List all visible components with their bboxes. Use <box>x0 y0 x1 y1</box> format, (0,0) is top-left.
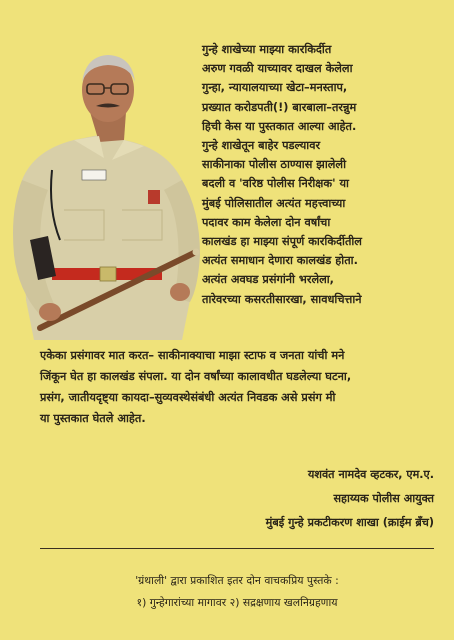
text-line: अत्यंत समाधान देणारा कालखंड होता. <box>202 254 358 268</box>
text-line: जिंकून घेत हा कालखंड संपला. या दोन वर्षांच्या कालावधीत घडलेल्या घटना, <box>40 370 352 383</box>
footer-line-2: १) गुन्हेगारांच्या मागावर २) सद्रक्षणाय खलनिग्रहणाय <box>136 596 338 609</box>
text-line: अत्यंत अवघड प्रसंगांनी भरलेला, <box>202 273 334 287</box>
text-line: प्रसंग, जातीयदृष्ट्या कायदा–सुव्यवस्थेसंबंधी अत्यंत निवडक असे प्रसंग मी <box>40 391 336 404</box>
author-photo <box>4 40 212 345</box>
text-line: साकीनाका पोलीस ठाण्यास झालेली <box>202 158 347 172</box>
text-line: पदावर काम केलेला दोन वर्षांचा <box>202 215 331 229</box>
publisher-footer <box>40 570 434 614</box>
text-line: गुन्हे शाखेच्या माझ्या कारकिर्दीत <box>202 43 332 56</box>
text-line: हिची केस या पुस्तकात आल्या आहेत. <box>202 119 357 133</box>
text-line: या पुस्तकात घेतले आहेत. <box>40 412 146 425</box>
author-note-bottom <box>40 345 440 429</box>
text-line: बदली व 'वरिष्ठ पोलीस निरीक्षक' या <box>202 177 349 191</box>
text-line: तारेवरच्या कसरतीसारखा, सावधचित्ताने <box>202 292 362 306</box>
author-designation: सहाय्यक पोलीस आयुक्त <box>333 492 434 505</box>
author-name: यशवंत नामदेव व्हटकर, एम.ए. <box>307 468 434 481</box>
divider-line <box>40 548 434 549</box>
text-line: कालखंड हा माझ्या संपूर्ण कारकिर्दीतील <box>202 235 362 249</box>
text-line: मुंबई पोलिसातील अत्यंत महत्त्वाच्या <box>202 196 346 210</box>
text-line: एकेका प्रसंगावर मात करत– साकीनाक्याचा माझा स्टाफ व जनता यांची मने <box>40 349 345 362</box>
text-line: गुन्हा, न्यायालयाच्या खेटा–मनस्ताप, <box>202 81 348 95</box>
text-line: प्रख्यात करोडपती(!) बारबाला–तरन्नुम <box>202 100 357 114</box>
text-line: अरुण गवळी याच्यावर दाखल केलेला <box>202 62 353 76</box>
text-line: गुन्हे शाखेतून बाहेर पडल्यावर <box>202 139 321 153</box>
author-department: मुंबई गुन्हे प्रकटीकरण शाखा (क्राईम ब्रँच) <box>265 516 434 529</box>
author-note-top <box>202 40 438 309</box>
author-signature <box>214 463 434 535</box>
footer-line-1: 'ग्रंथाली' द्वारा प्रकाशित इतर दोन वाचकप्रिय पुस्तके : <box>135 574 339 587</box>
